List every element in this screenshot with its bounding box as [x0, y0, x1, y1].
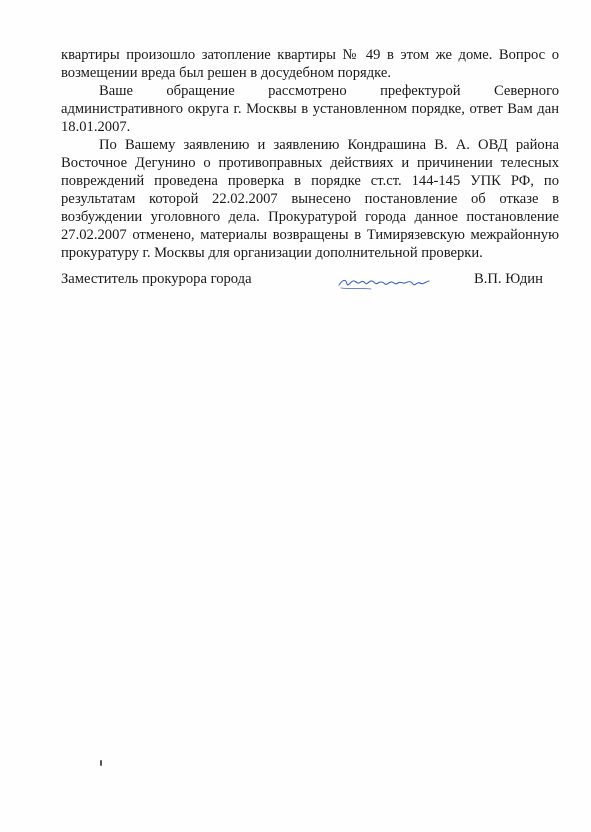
signer-name: В.П. Юдин — [474, 271, 543, 287]
signer-title: Заместитель прокурора города — [61, 271, 252, 287]
paragraph-investigation: По Вашему заявлению и заявлению Кондрашина В. А. ОВД района Восточное Дегунино о противоправных действиях и причинении телесных повреждений проведена проверка в порядке ст.ст. 144-145 УПК РФ, по результатам которой 22.02.2007 вынесено постановление об отказе в возбуждении уголовного дела. Прокуратурой города данное постановление 27.02.2007 отменено, материалы возвращены в Тимирязевскую межрайонную прокуратуру г. Москвы для организации дополнительной проверки. — [61, 137, 559, 261]
paragraph-prefecture: Ваше обращение рассмотрено префектурой Северного административного округа г. Москвы в установленном порядке, ответ Вам дан 18.01.2007. — [61, 83, 559, 135]
letter-body — [61, 46, 559, 262]
scan-speck — [100, 760, 102, 766]
paragraph-flood: квартиры произошло затопление квартиры № 49 в этом же доме. Вопрос о возмещении вреда был решен в досудебном порядке. — [61, 47, 559, 81]
handwritten-signature — [337, 272, 433, 292]
signature-block — [61, 270, 551, 294]
